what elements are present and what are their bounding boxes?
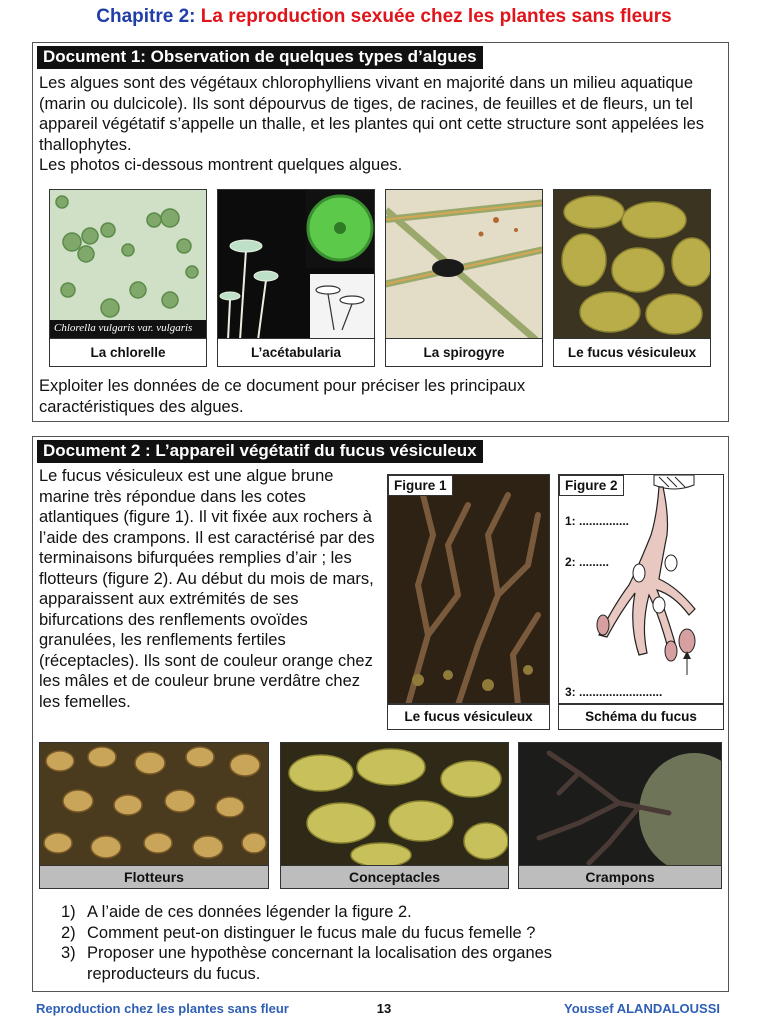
document-2 — [32, 436, 729, 992]
document-1-intro-photos: Les photos ci-dessous montrent quelques algues. — [39, 156, 403, 174]
conceptacles-caption: Conceptacles — [281, 865, 508, 888]
fucus-caption: Le fucus vésiculeux — [553, 339, 711, 367]
conceptacles-photo — [280, 742, 509, 889]
figure-1 — [387, 474, 550, 704]
figure-1-caption: Le fucus vésiculeux — [387, 704, 550, 730]
fucus-photo — [553, 189, 711, 339]
page-number: 13 — [376, 1001, 392, 1016]
question-1-text: A l’aide de ces données légender la figure 2. — [87, 903, 412, 921]
conceptacles-image — [281, 743, 509, 868]
chlorella-overlay-text: Chlorella vulgaris var. vulgaris — [54, 322, 193, 334]
question-2-text: Comment peut-on distinguer le fucus male du fucus femelle ? — [87, 923, 536, 942]
footer-course-title: Reproduction chez les plantes sans fleur — [36, 1001, 289, 1016]
acetabularia-photo — [217, 189, 375, 339]
question-1 — [61, 902, 651, 923]
figure-2-schema — [559, 475, 724, 704]
figure-2-caption: Schéma du fucus — [558, 704, 724, 730]
flotteurs-image — [40, 743, 269, 868]
spirogyra-caption: La spirogyre — [385, 339, 543, 367]
figure-2-label: Figure 2 — [559, 475, 624, 496]
crampons-caption: Crampons — [519, 865, 721, 888]
document-1 — [32, 42, 729, 422]
figure-2 — [558, 474, 724, 704]
crampons-image — [519, 743, 722, 868]
chlorella-caption: La chlorelle — [49, 339, 207, 367]
chapter-title: La reproduction sexuée chez les plantes sans fleurs — [200, 6, 672, 27]
spirogyra-photo — [385, 189, 543, 339]
figure-2-label-2: 2: ......... — [565, 555, 610, 569]
spirogyra-image — [386, 190, 543, 339]
document-1-paragraph: Les algues sont des végétaux chlorophylliens vivant en majorité dans un milieu aquatique (marin ou dulcicole). Ils sont dépourvus de tiges, de racines, de feuilles et de fleurs, un tel appareil végétatif s’appelle un thalle, et les plantes qui ont cette structure sont appelées les thallophytes. — [39, 74, 705, 154]
figure-1-image — [388, 475, 550, 704]
question-3 — [61, 943, 651, 984]
document-1-text — [39, 73, 723, 176]
flotteurs-caption: Flotteurs — [40, 865, 268, 888]
chlorella-image — [50, 190, 207, 339]
flotteurs-photo — [39, 742, 269, 889]
crampons-photo — [518, 742, 722, 889]
footer-author: Youssef ALANDALOUSSI — [563, 1001, 720, 1016]
question-1-number: 1) — [61, 903, 76, 921]
question-2-number: 2) — [61, 923, 76, 942]
document-2-text: Le fucus vésiculeux est une algue brune marine très répondue dans les cotes atlantiques (figure 1). Il vit fixée aux rochers à l’aide des crampons. Il est caractérisé par des terminaisons bifurquées remplies d’air ; les flotteurs (figure 2). Au début du mois de mars, apparaissent aux extrémités de ses bifurcations des renflements ovoïdes granulées, les renflements fertiles (réceptacles). Ils sont de couleur orange chez les mâles et de couleur brune verdâtre chez les femelles. — [39, 467, 375, 711]
chapter-number: Chapitre 2: — [96, 6, 196, 27]
acetabularia-image — [218, 190, 375, 339]
figure-2-label-3: 3: ......................... — [565, 685, 663, 699]
question-2 — [61, 923, 651, 944]
question-3-text: Proposer une hypothèse concernant la localisation des organes reproducteurs du fucus. — [87, 944, 553, 983]
document-2-heading: Document 2 : L’appareil végétatif du fucus vésiculeux — [37, 440, 483, 463]
document-1-heading: Document 1: Observation de quelques types d’algues — [37, 46, 483, 69]
chlorella-photo — [49, 189, 207, 339]
page-title — [0, 6, 768, 28]
questions-list — [61, 902, 651, 984]
fucus-image — [554, 190, 711, 339]
acetabularia-caption: L’acétabularia — [217, 339, 375, 367]
question-3-number: 3) — [61, 944, 76, 962]
document-1-instruction: Exploiter les données de ce document pour préciser les principaux caractéristiques des algues. — [39, 377, 526, 416]
figure-1-label: Figure 1 — [388, 475, 453, 496]
figure-2-label-1: 1: ............... — [565, 514, 630, 528]
